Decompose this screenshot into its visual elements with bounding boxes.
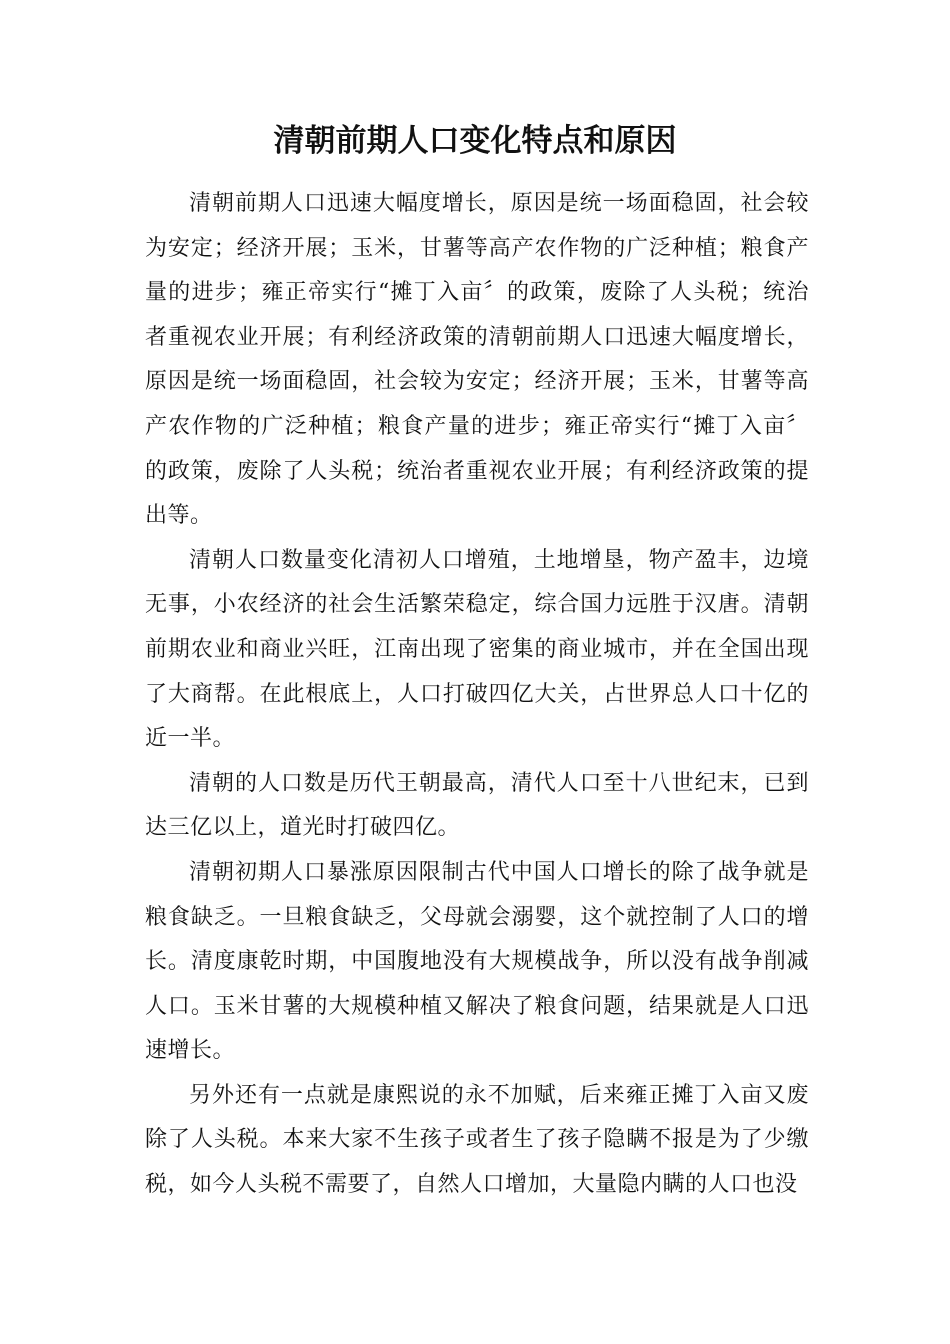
paragraph: 另外还有一点就是康熙说的永不加赋，后来雍正摊丁入亩又废除了人头税。本来大家不生孩子或者生了孩子隐瞒不报是为了少缴税，如今人头税不需要了，自然人口增加，大量隐内瞒的人口也没	[145, 1082, 809, 1198]
paragraph: 清朝前期人口迅速大幅度增长，原因是统一场面稳固，社会较为安定；经济开展；玉米，甘薯等高产农作物的广泛种植；粮食产量的进步；雍正帝实行“摊丁入亩〞的政策，废除了人头税；统治者重视农业开展；有利经济政策的清朝前期人口迅速大幅度增长，原因是统一场面稳固，社会较为安定；经济开展；玉米，甘薯等高产农作物的广泛种植；粮食产量的进步；雍正帝实行“摊丁入亩〞的政策，废除了人头税；统治者重视农业开展；有利经济政策的提出等。	[145, 191, 809, 529]
paragraph: 清朝的人口数是历代王朝最高，清代人口至十八世纪末，已到达三亿以上，道光时打破四亿。	[145, 770, 809, 841]
paragraph: 清朝人口数量变化清初人口增殖，土地增垦，物产盈丰，边境无事，小农经济的社会生活繁荣稳定，综合国力远胜于汉唐。清朝前期农业和商业兴旺，江南出现了密集的商业城市，并在全国出现了大商帮。在此根底上，人口打破四亿大关，占世界总人口十亿的近一半。	[145, 547, 809, 752]
document-title: 清朝前期人口变化特点和原因	[273, 123, 677, 159]
document-body	[145, 182, 809, 1208]
paragraph: 清朝初期人口暴涨原因限制古代中国人口增长的除了战争就是粮食缺乏。一旦粮食缺乏，父母就会溺婴，这个就控制了人口的增长。清度康乾时期，中国腹地没有大规模战争，所以没有战争削减人口。玉米甘薯的大规模种植又解决了粮食问题，结果就是人口迅速增长。	[145, 859, 809, 1064]
